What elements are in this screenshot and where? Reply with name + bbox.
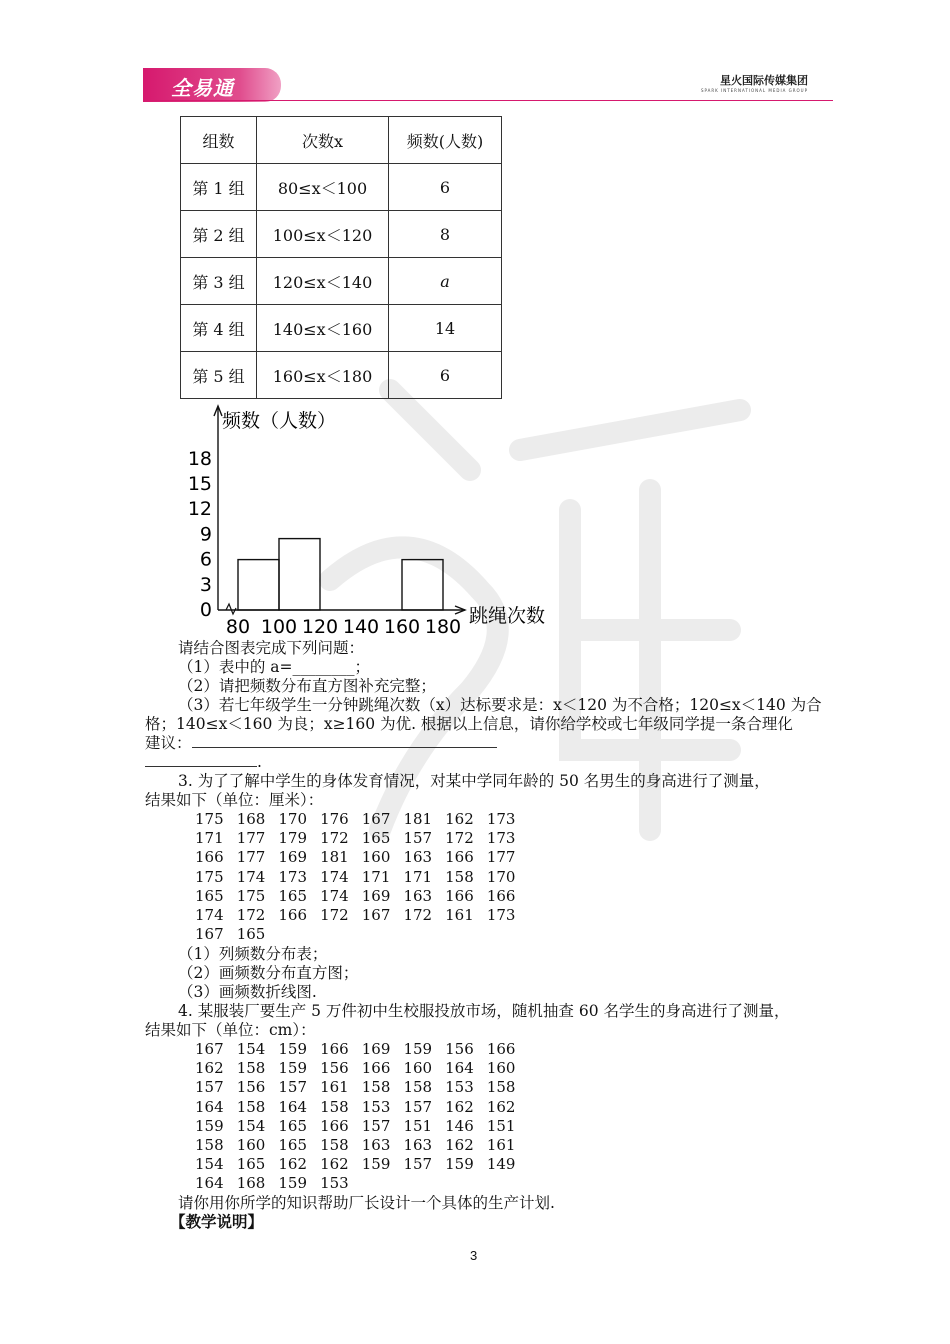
data-value: 163 — [403, 848, 433, 867]
chart-y-ticks — [188, 448, 212, 621]
data-value: 160 — [361, 848, 391, 867]
q3-line1: 3. 为了了解中学生的身体发育情况，对某中学同年龄的 50 名男生的身高进行了测量， — [178, 772, 770, 790]
chart-y-label: 频数（人数） — [222, 410, 337, 432]
table-row — [181, 258, 502, 305]
data-value: 158 — [403, 1078, 433, 1097]
data-value: 175 — [195, 810, 224, 828]
y-tick-label: 15 — [187, 473, 212, 495]
y-tick-label: 18 — [187, 447, 212, 470]
x-tick-label: 160 — [383, 616, 421, 638]
data-value: 162 — [445, 1136, 474, 1155]
data-value: 163 — [361, 1136, 391, 1155]
data-value: 167 — [195, 925, 224, 944]
data-value: 158 — [320, 1136, 349, 1155]
data-value: 158 — [236, 1097, 266, 1116]
data-value: 162 — [486, 1097, 516, 1116]
data-value: 164 — [278, 1097, 308, 1116]
data-value: 166 — [361, 1059, 391, 1078]
data-value: 172 — [236, 906, 266, 925]
data-value: 159 — [195, 1116, 224, 1135]
y-tick-label: 3 — [199, 573, 212, 596]
data-value: 166 — [445, 886, 474, 905]
q4-line1: 4. 某服装厂要生产 5 万件初中生校服投放市场，随机抽查 60 名学生的身高进行了测量， — [178, 1002, 790, 1020]
q3-sub-3: （3）画频数折线图. — [178, 983, 317, 1001]
data-value: 162 — [195, 1059, 224, 1078]
brand — [701, 72, 808, 93]
data-value: 172 — [320, 906, 349, 925]
q3-sub-1: （1）列频数分布表； — [178, 945, 328, 963]
chart-axes — [214, 406, 465, 614]
q2-intro: 请结合图表完成下列问题： — [178, 639, 365, 657]
data-row — [195, 1078, 529, 1097]
data-value: 170 — [486, 867, 516, 886]
data-value: 159 — [278, 1174, 308, 1193]
q3-line2: 结果如下（单位：厘米）： — [145, 791, 324, 809]
data-value: 157 — [361, 1116, 391, 1135]
data-value: 175 — [195, 867, 224, 886]
data-value: 173 — [486, 810, 516, 828]
data-row — [195, 1059, 529, 1078]
data-value: 158 — [445, 867, 474, 886]
chart-x-ticks — [226, 616, 461, 638]
data-row — [195, 1117, 529, 1136]
table-cell: 第 3 组 — [181, 258, 257, 305]
data-value: 161 — [486, 1136, 516, 1155]
data-row — [195, 1155, 529, 1174]
x-tick-label: 120 — [301, 616, 339, 638]
data-value: 162 — [445, 1097, 474, 1116]
data-row — [195, 848, 529, 867]
data-value: 162 — [320, 1155, 349, 1174]
table-cell: 第 2 组 — [181, 211, 257, 258]
data-value: 177 — [236, 829, 266, 848]
data-value: 154 — [195, 1155, 224, 1174]
data-value: 168 — [236, 1174, 266, 1193]
data-row — [195, 1040, 529, 1059]
data-value: 181 — [320, 848, 349, 867]
table-cell: a — [389, 258, 502, 305]
axis-break — [226, 604, 236, 614]
data-value: 159 — [278, 1059, 308, 1078]
data-value: 149 — [486, 1155, 516, 1174]
q2-item-3-line4: . — [145, 752, 262, 772]
data-value: 165 — [278, 886, 308, 905]
data-value: 161 — [445, 906, 474, 925]
table-cell: 8 — [389, 211, 502, 258]
table-cell: 第 1 组 — [181, 164, 257, 211]
data-value: 158 — [320, 1097, 349, 1116]
data-value: 174 — [320, 886, 349, 905]
data-row — [195, 1174, 529, 1193]
data-value: 162 — [445, 810, 474, 828]
y-tick-label: 0 — [199, 599, 212, 621]
table-cell: 6 — [389, 164, 502, 211]
data-value: 174 — [236, 867, 266, 886]
teaching-note-heading: 【教学说明】 — [170, 1212, 264, 1231]
table-cell: 160≤x＜180 — [257, 352, 389, 399]
x-tick-label: 140 — [342, 616, 380, 638]
header-divider — [143, 100, 833, 101]
data-value: 154 — [236, 1040, 266, 1058]
data-value: 165 — [278, 1136, 308, 1155]
table-cell: 第 5 组 — [181, 352, 257, 399]
data-value: 179 — [278, 829, 308, 848]
data-value: 161 — [320, 1078, 349, 1097]
data-value: 165 — [361, 829, 391, 848]
table-row — [181, 164, 502, 211]
data-value: 153 — [445, 1078, 474, 1097]
data-value: 177 — [236, 848, 266, 867]
q2-item-3-line3 — [145, 733, 497, 753]
y-tick-label: 6 — [199, 548, 212, 571]
data-value: 165 — [278, 1116, 308, 1135]
data-value: 170 — [278, 810, 308, 828]
data-value: 157 — [403, 829, 433, 848]
data-value: 166 — [486, 886, 516, 905]
table-cell: 140≤x＜160 — [257, 305, 389, 352]
data-value: 171 — [403, 867, 433, 886]
q2-item-1: （1）表中的 a=________； — [178, 658, 371, 676]
table-header-cell: 次数x — [257, 117, 389, 164]
data-value: 156 — [236, 1078, 266, 1097]
brand-name-en: SPARK INTERNATIONAL MEDIA GROUP — [700, 88, 808, 93]
data-value: 158 — [236, 1059, 266, 1078]
data-value: 171 — [195, 829, 224, 848]
y-tick-label: 12 — [187, 498, 212, 521]
page-number: 3 — [470, 1248, 478, 1263]
data-value: 159 — [278, 1040, 308, 1058]
data-value: 151 — [403, 1116, 433, 1135]
data-value: 154 — [236, 1116, 266, 1135]
data-value: 156 — [445, 1040, 474, 1058]
data-value: 158 — [361, 1078, 391, 1097]
table-cell: 80≤x＜100 — [257, 164, 389, 211]
data-value: 173 — [486, 906, 516, 925]
q3-height-data — [195, 810, 529, 944]
q2-item-3-line2: 格；140≤x＜160 为良；x≥160 为优. 根据以上信息，请你给学校或七年级同学提一条合理化 — [145, 715, 793, 733]
data-value: 173 — [486, 829, 516, 848]
brand-name-cn: 星火国际传媒集团 — [720, 74, 808, 87]
table-cell: 14 — [389, 305, 502, 352]
data-value: 172 — [403, 906, 433, 925]
data-value: 169 — [278, 848, 308, 867]
data-value: 146 — [445, 1116, 474, 1135]
data-row — [195, 810, 529, 829]
data-row — [195, 1098, 529, 1117]
chart-bars — [238, 539, 443, 610]
data-value: 157 — [403, 1097, 433, 1116]
logo-text: 全易通 — [171, 76, 234, 100]
data-value: 157 — [195, 1078, 224, 1097]
data-value: 165 — [236, 1155, 266, 1174]
data-row — [195, 887, 529, 906]
data-value: 166 — [278, 906, 308, 925]
data-value: 163 — [403, 886, 433, 905]
data-value: 153 — [361, 1097, 391, 1116]
x-tick-label: 180 — [424, 616, 462, 638]
data-row — [195, 906, 529, 925]
data-value: 176 — [320, 810, 349, 828]
data-value: 174 — [320, 867, 349, 886]
histogram-bar — [238, 560, 279, 610]
data-value: 169 — [361, 1040, 391, 1058]
histogram-bar — [402, 560, 443, 610]
data-value: 167 — [361, 810, 391, 828]
q4-end: 请你用你所学的知识帮助厂长设计一个具体的生产计划. — [178, 1194, 555, 1212]
data-value: 166 — [445, 848, 474, 867]
q4-height-data — [195, 1040, 529, 1194]
data-value: 159 — [361, 1155, 391, 1174]
y-tick-label: 9 — [199, 523, 212, 546]
data-value: 172 — [320, 829, 349, 848]
data-row — [195, 829, 529, 848]
table-cell: 100≤x＜120 — [257, 211, 389, 258]
data-value: 167 — [361, 906, 391, 925]
data-value: 166 — [320, 1040, 349, 1058]
data-value: 157 — [403, 1155, 433, 1174]
data-row — [195, 1136, 529, 1155]
table-header-cell: 组数 — [181, 117, 257, 164]
data-value: 164 — [195, 1097, 224, 1116]
data-value: 156 — [320, 1059, 349, 1078]
data-value: 153 — [320, 1174, 349, 1193]
answer-blank[interactable] — [192, 747, 497, 748]
data-value: 166 — [320, 1116, 349, 1135]
data-value: 166 — [195, 848, 224, 867]
table-header-row — [181, 117, 502, 164]
table-row — [181, 211, 502, 258]
data-value: 173 — [278, 867, 308, 886]
data-value: 158 — [486, 1078, 516, 1097]
data-value: 151 — [486, 1116, 516, 1135]
q2-item-3-prefix: 建议： — [145, 734, 192, 752]
table-row — [181, 352, 502, 399]
data-value: 175 — [236, 886, 266, 905]
data-value: 168 — [236, 810, 266, 828]
table-cell: 6 — [389, 352, 502, 399]
data-value: 160 — [403, 1059, 433, 1078]
data-row — [195, 868, 529, 887]
data-value: 181 — [403, 810, 433, 828]
table-row — [181, 305, 502, 352]
data-value: 169 — [361, 886, 391, 905]
data-value: 171 — [361, 867, 391, 886]
header-logo — [143, 68, 281, 102]
data-value: 163 — [403, 1136, 433, 1155]
data-value: 166 — [486, 1040, 516, 1058]
data-value: 165 — [236, 925, 266, 944]
data-value: 165 — [195, 886, 224, 905]
data-value: 160 — [236, 1136, 266, 1155]
data-value: 159 — [403, 1040, 433, 1058]
data-value: 160 — [486, 1059, 516, 1078]
data-value: 159 — [445, 1155, 474, 1174]
data-value: 174 — [195, 906, 224, 925]
data-value: 157 — [278, 1078, 308, 1097]
frequency-histogram — [160, 400, 580, 640]
data-value: 164 — [445, 1059, 474, 1078]
chart-x-label: 跳绳次数 — [469, 605, 546, 627]
q4-line2: 结果如下（单位：cm）： — [145, 1021, 316, 1039]
x-tick-label: 80 — [225, 616, 251, 638]
table-cell: 120≤x＜140 — [257, 258, 389, 305]
histogram-bar — [279, 539, 320, 610]
data-value: 177 — [486, 848, 516, 867]
data-value: 167 — [195, 1040, 224, 1058]
q2-item-2: （2）请把频数分布直方图补充完整； — [178, 677, 436, 695]
x-tick-label: 100 — [260, 616, 298, 638]
data-value: 162 — [278, 1155, 308, 1174]
data-row — [195, 925, 529, 944]
frequency-table — [180, 116, 502, 399]
data-value: 172 — [445, 829, 474, 848]
answer-blank-continued[interactable] — [145, 766, 257, 767]
data-value: 164 — [195, 1174, 224, 1193]
table-header-cell: 频数(人数) — [389, 117, 502, 164]
table-cell: 第 4 组 — [181, 305, 257, 352]
data-value: 158 — [195, 1136, 224, 1155]
q2-item-3-line1: （3）若七年级学生一分钟跳绳次数（x）达标要求是：x＜120 为不合格；120≤x＜140 为合 — [178, 696, 822, 714]
q3-sub-2: （2）画频数分布直方图； — [178, 964, 359, 982]
